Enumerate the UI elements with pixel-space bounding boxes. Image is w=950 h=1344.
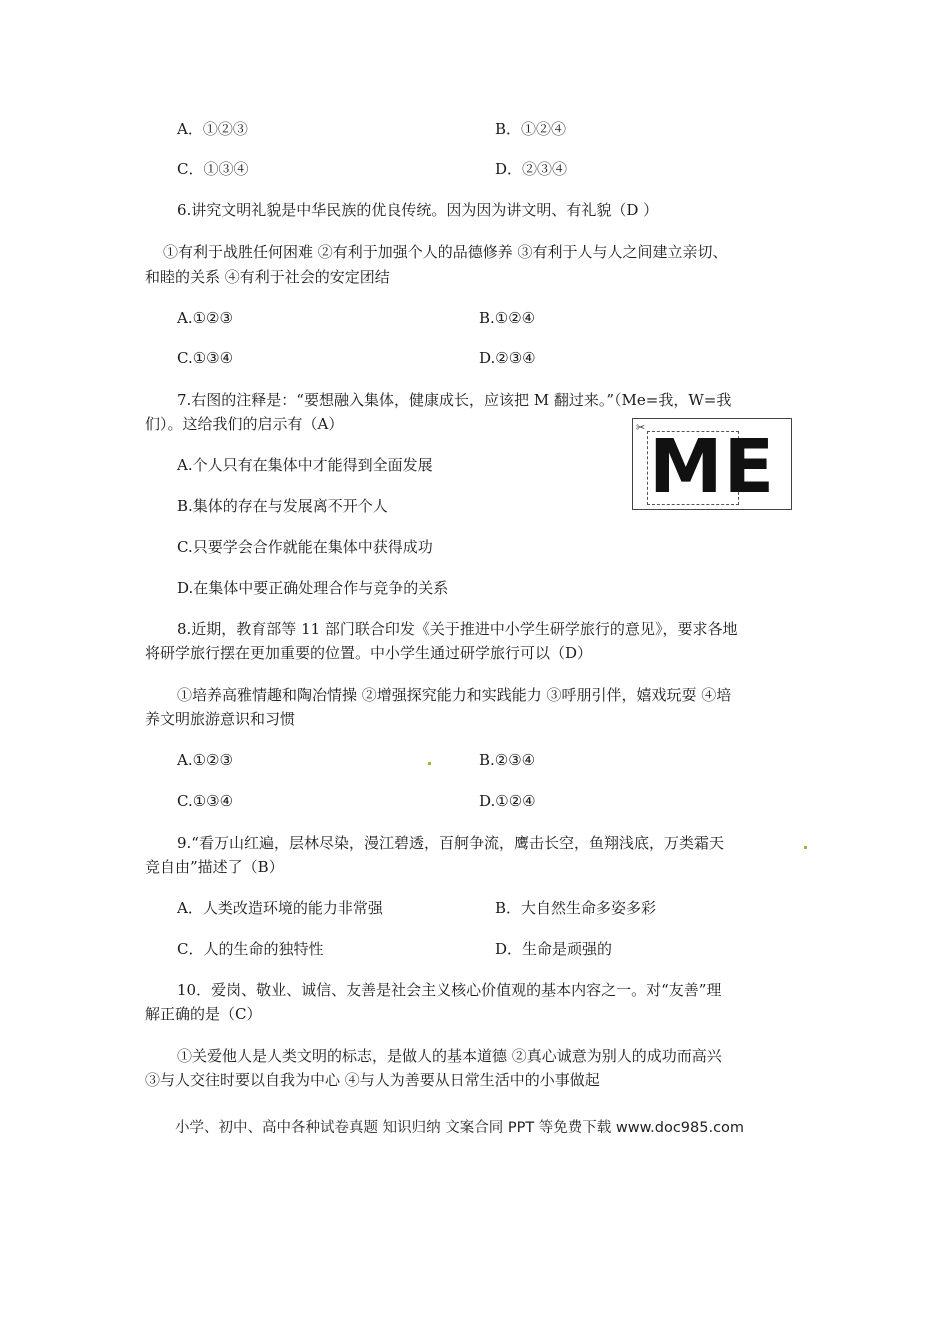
q7-stem-line2: 们）。这给我们的启示有（A） xyxy=(145,415,344,433)
q7-option-c: C.只要学会合作就能在集体中获得成功 xyxy=(177,538,433,556)
q6-items-line1: ①有利于战胜任何困难 ②有利于加强个人的品德修养 ③有利于人与人之间建立亲切、 xyxy=(163,243,728,261)
q10-items-line2: ③与人交往时要以自我为中心 ④与人为善要从日常生活中的小事做起 xyxy=(145,1071,600,1089)
me-illustration xyxy=(632,418,792,510)
q8-items-line1: ①培养高雅情趣和陶冶情操 ②增强探究能力和实践能力 ③呼朋引伴，嬉戏玩耍 ④培 xyxy=(177,686,732,704)
q5-option-d: D．②③④ xyxy=(495,160,568,178)
q6-option-a: A.①②③ xyxy=(177,309,233,327)
q5-option-b: B．①②④ xyxy=(495,120,567,138)
q8-option-d: D.①②④ xyxy=(479,792,536,810)
q7-stem-line1: 7.右图的注释是：“要想融入集体，健康成长，应该把 M 翻过来。”（Me=我，W=我 xyxy=(177,391,732,409)
q9-option-b: B．大自然生命多姿多彩 xyxy=(495,899,657,917)
q8-option-c: C.①③④ xyxy=(177,792,234,810)
q10-items-line1: ①关爱他人是人类文明的标志，是做人的基本道德 ②真心诚意为别人的成功而高兴 xyxy=(177,1047,722,1065)
q6-stem: 6.讲究文明礼貌是中华民族的优良传统。因为因为讲文明、有礼貌（D ） xyxy=(177,201,659,219)
q8-option-a: A.①②③ xyxy=(177,751,233,769)
q8-option-b: B.②③④ xyxy=(479,751,536,769)
q8-items-line2: 养文明旅游意识和习惯 xyxy=(145,710,296,728)
q6-option-d: D.②③④ xyxy=(479,349,536,367)
q8-stem-line2: 将研学旅行摆在更加重要的位置。中小学生通过研学旅行可以（D） xyxy=(145,644,593,662)
q9-stem-line1: 9.“看万山红遍，层林尽染，漫江碧透，百舸争流，鹰击长空，鱼翔浅底，万类霜天 xyxy=(177,834,724,852)
q6-option-c: C.①③④ xyxy=(177,349,234,367)
page-footer: 小学、初中、高中各种试卷真题 知识归纳 文案合同 PPT 等免费下载 www.doc985.com xyxy=(175,1120,745,1136)
q6-option-b: B.①②④ xyxy=(479,309,536,327)
q7-option-d: D.在集体中要正确处理合作与竞争的关系 xyxy=(177,579,449,597)
decorative-dot xyxy=(428,762,431,765)
scissors-icon: ✂ xyxy=(636,421,646,434)
decorative-dot xyxy=(804,846,807,849)
q5-option-a: A．①②③ xyxy=(177,120,248,138)
q9-option-c: C．人的生命的独特性 xyxy=(177,940,324,958)
q7-option-b: B.集体的存在与发展离不开个人 xyxy=(177,497,388,515)
q10-stem-line1: 10．爱岗、敬业、诚信、友善是社会主义核心价值观的基本内容之一。对“友善”理 xyxy=(177,981,722,999)
q5-option-c: C．①③④ xyxy=(177,160,249,178)
q8-stem-line1: 8.近期，教育部等 11 部门联合印发《关于推进中小学生研学旅行的意见》，要求各地 xyxy=(177,620,738,638)
q10-stem-line2: 解正确的是（C） xyxy=(145,1005,262,1023)
q9-stem-line2: 竞自由”描述了（B） xyxy=(145,858,284,876)
q9-option-a: A．人类改造环境的能力非常强 xyxy=(177,899,383,917)
q7-option-a: A.个人只有在集体中才能得到全面发展 xyxy=(177,456,433,474)
q9-option-d: D．生命是顽强的 xyxy=(495,940,613,958)
me-text: ME xyxy=(649,424,776,510)
q6-items-line2: 和睦的关系 ④有利于社会的安定团结 xyxy=(145,268,390,286)
